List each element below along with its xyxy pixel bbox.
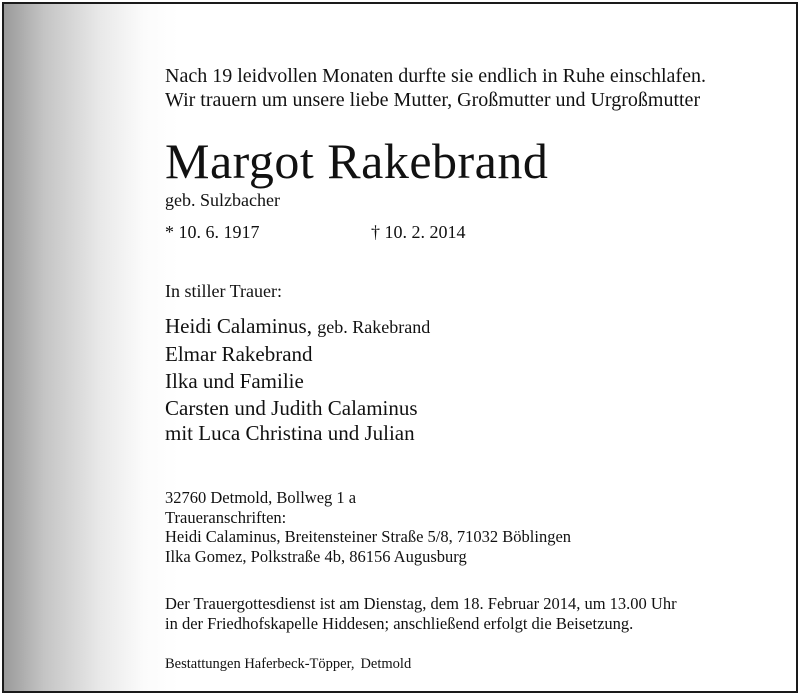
mourners-heading: In stiller Trauer: xyxy=(165,281,282,301)
addresses-block xyxy=(165,488,571,566)
mourner-line xyxy=(165,313,430,340)
life-dates xyxy=(165,222,466,243)
mourner-line xyxy=(165,341,313,367)
address-line: Heidi Calaminus, Breitensteiner Straße 5/8, 71032 Böblingen xyxy=(165,527,572,546)
birth-name: geb. Sulzbacher xyxy=(165,190,280,210)
birth-date: * 10. 6. 1917 xyxy=(165,222,260,242)
mourner-name: Heidi Calaminus, xyxy=(165,314,312,338)
service-info xyxy=(165,594,677,634)
undertaker xyxy=(165,656,411,673)
mourner-name: Ilka und Familie xyxy=(165,369,304,393)
undertaker-name: Bestattungen Haferbeck-Töpper, xyxy=(165,656,355,672)
mourner-name: Elmar Rakebrand xyxy=(165,342,313,366)
mourner-line xyxy=(165,395,418,421)
intro-text xyxy=(165,64,706,112)
service-line: Der Trauergottesdienst ist am Dienstag, dem 18. Februar 2014, um 13.00 Uhr xyxy=(165,594,677,613)
address-line: 32760 Detmold, Bollweg 1 a xyxy=(165,488,357,507)
death-date: † 10. 2. 2014 xyxy=(371,222,466,242)
intro-line: Nach 19 leidvollen Monaten durfte sie endlich in Ruhe einschlafen. xyxy=(165,65,706,87)
address-line: Ilka Gomez, Polkstraße 4b, 86156 Augusburg xyxy=(165,546,467,566)
address-line: Traueranschriften: xyxy=(165,507,287,527)
deceased-name: Margot Rakebrand xyxy=(165,133,549,189)
mourner-line xyxy=(165,368,304,394)
mourner-name: Carsten und Judith Calaminus xyxy=(165,396,418,420)
mourner-name: mit Luca Christina und Julian xyxy=(165,421,415,445)
undertaker-city: Detmold xyxy=(360,656,412,672)
intro-line: Wir trauern um unsere liebe Mutter, Großmutter und Urgroßmutter xyxy=(165,89,701,111)
service-line: in der Friedhofskapelle Hiddesen; anschließend erfolgt die Beisetzung. xyxy=(165,614,634,633)
obituary-notice xyxy=(2,2,798,693)
mourner-note: geb. Rakebrand xyxy=(317,317,431,337)
mourner-line xyxy=(165,420,415,446)
